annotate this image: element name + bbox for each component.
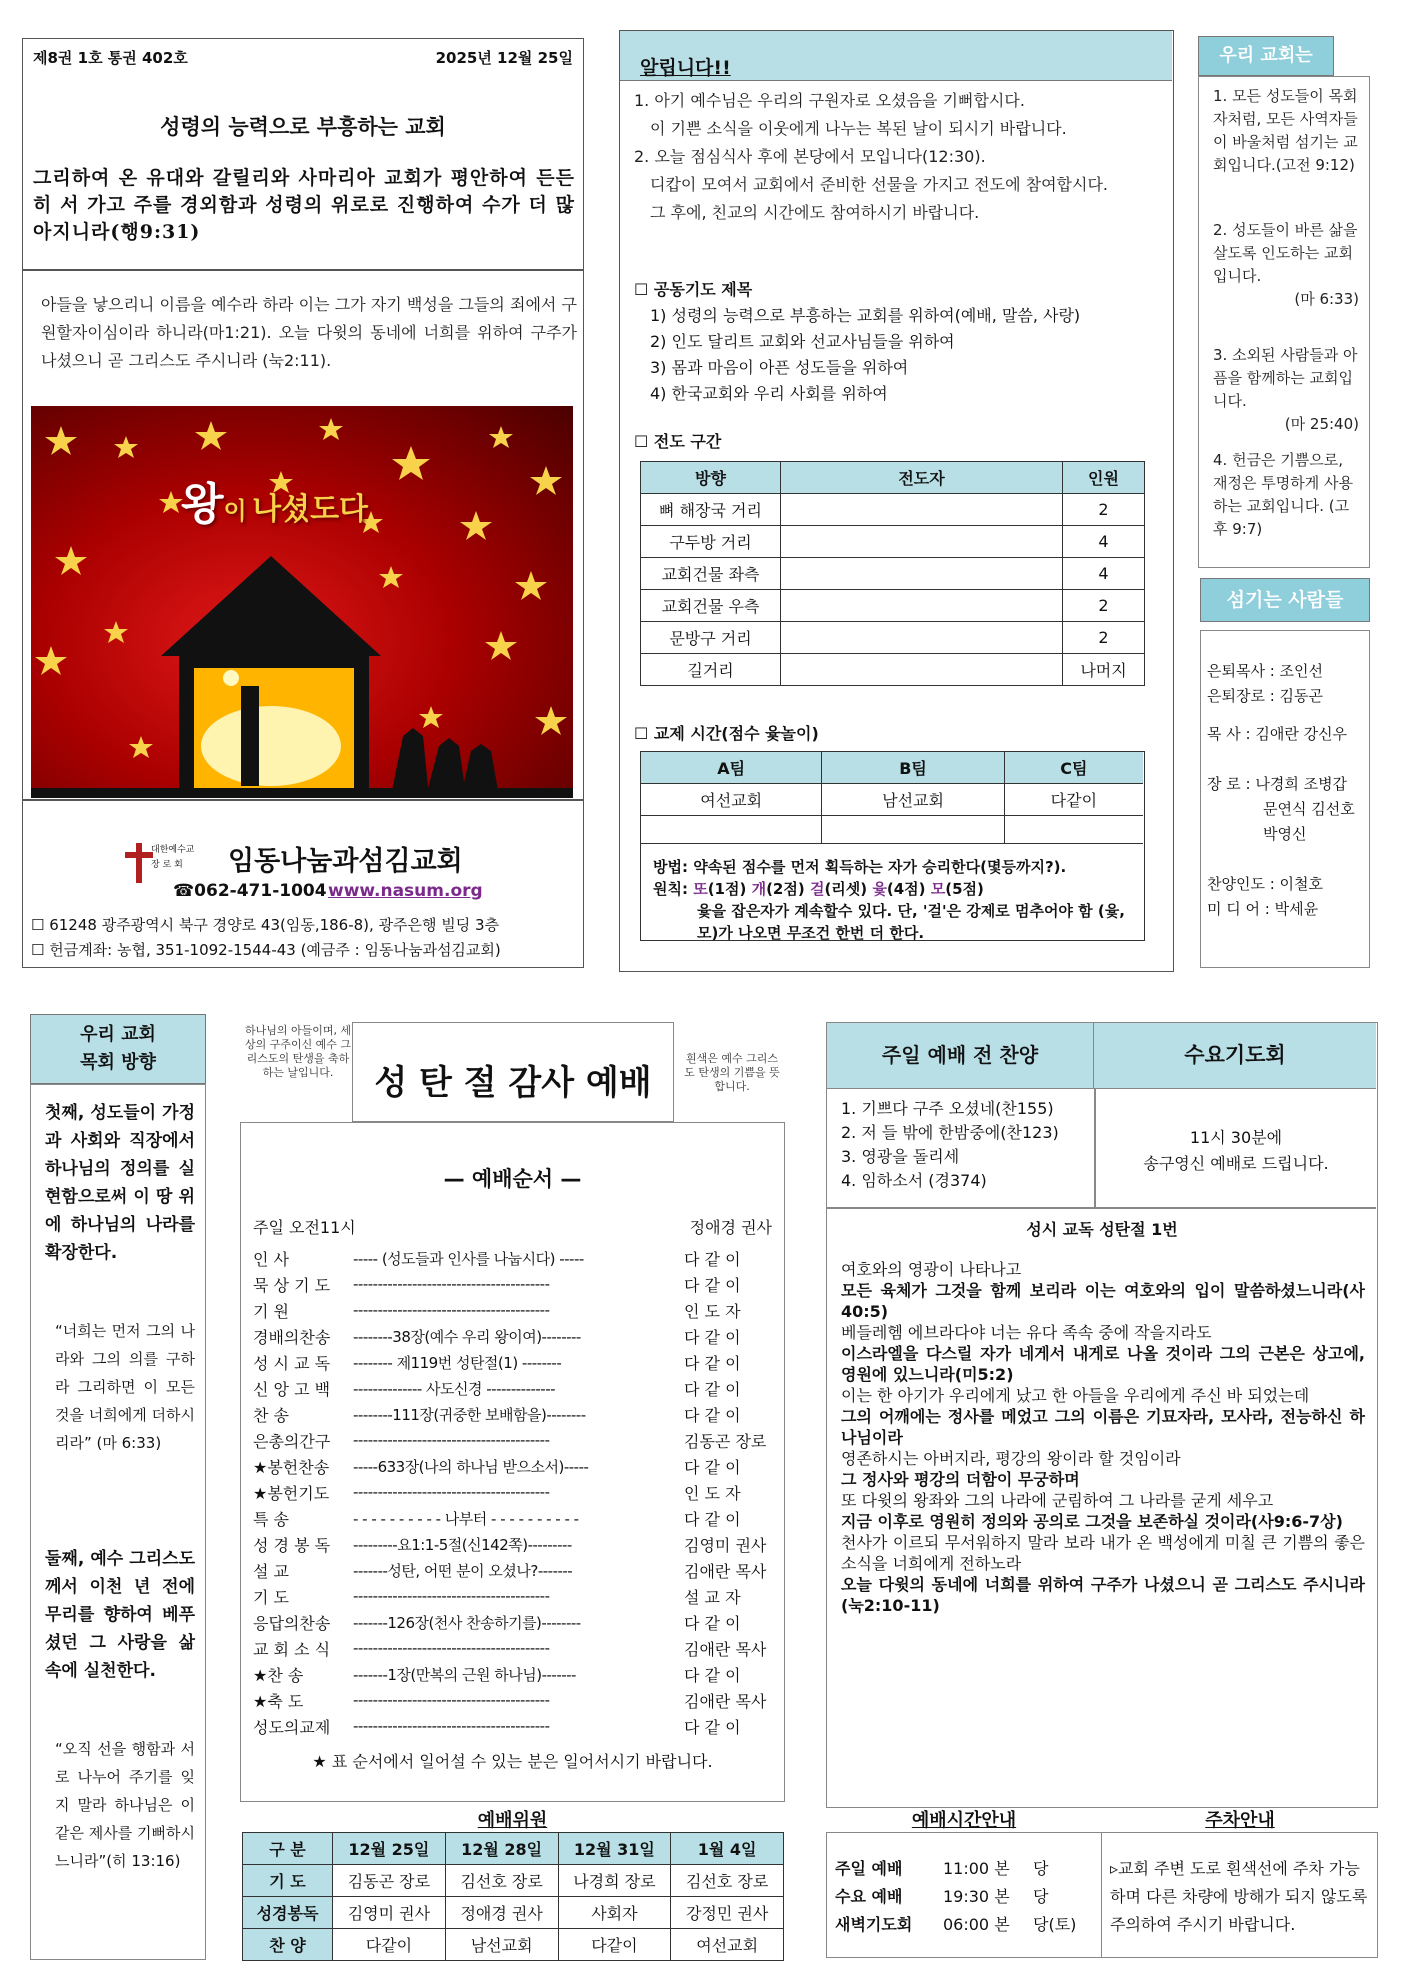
parking-box xyxy=(1102,1832,1378,1958)
table-row: 성경봉독 김영미 권사 정애경 권사 사회자 강정민 권사 xyxy=(243,1897,784,1929)
order-row: ★봉헌기도 ---------------------------------------- 인 도 자 xyxy=(253,1483,741,1503)
praise-wed-box xyxy=(826,1022,1378,1808)
service-row: 수요 예배 19:30 본 당 xyxy=(835,1887,1049,1906)
order-row: 묵 상 기 도 ---------------------------------------- 다 같 이 xyxy=(253,1275,741,1295)
worship-time: 주일 오전11시 xyxy=(253,1218,356,1237)
evangelism-header: 인원 xyxy=(1063,462,1145,494)
church-address: ☐ 61248 광주광역시 북구 경양로 43(임동,186-8), 광주은행 빌딩 3층 xyxy=(31,916,500,934)
church-name: 임동나눔과섬김교회 xyxy=(228,846,463,877)
image-title-big: 왕 xyxy=(181,479,224,530)
direction-header xyxy=(30,1014,206,1084)
servant-line: 은퇴목사 : 조인선 xyxy=(1207,662,1324,680)
committee-table xyxy=(242,1832,784,1961)
prayer-item-1: 1) 성령의 능력으로 부흥하는 교회를 위하여(예배, 말씀, 사랑) xyxy=(650,306,1081,325)
direction-first: 첫째, 성도들이 가정과 사회와 직장에서 하나님의 정의를 실현함으로써 이 땅 위에 하나님의 나라를 확장한다. xyxy=(45,1103,195,1263)
table-cell: 구두방 거리 xyxy=(641,526,781,558)
service-row: 새벽기도회 06:00 본 당(토) xyxy=(835,1915,1077,1934)
church-value-2: 2. 성도들이 바른 삶을 살도록 인도하는 교회입니다. xyxy=(1213,221,1358,285)
reading-line: 그의 어깨에는 정사를 메었고 그의 이름은 기묘자라, 모사라, 전능하신 하나님이라 xyxy=(841,1407,1365,1447)
reading-line: 영존하시는 아버지라, 평강의 왕이라 할 것임이라 xyxy=(841,1449,1181,1468)
direction-subtitle: 목회 방향 xyxy=(80,1052,156,1073)
order-row: 기 도 ---------------------------------------- 설 교 자 xyxy=(253,1587,741,1607)
table-row xyxy=(641,654,1145,686)
image-title-small: 이 xyxy=(223,496,247,525)
christmas-box xyxy=(22,270,584,800)
notice-header xyxy=(620,31,1172,81)
worship-side-right: 흰색은 예수 그리스도 탄생의 기쁨을 뜻합니다. xyxy=(684,1052,780,1093)
table-cell: 4 xyxy=(1063,558,1145,590)
prayer-item-2: 2) 인도 달리트 교회와 선교사님들을 위하여 xyxy=(650,332,955,351)
table-cell xyxy=(781,526,1063,558)
worship-title: 성 탄 절 감사 예배 xyxy=(374,1063,652,1103)
our-church-title: 우리 교회는 xyxy=(1219,45,1313,66)
notice-title: 알립니다!! xyxy=(640,57,731,79)
table-cell: 교회건물 좌측 xyxy=(641,558,781,590)
team-a: A팀 xyxy=(641,752,822,784)
christmas-verse: 아들을 낳으리니 이름을 예수라 하라 이는 그가 자기 백성을 그들의 죄에서 구원할자이심이라 하니라(마1:21). 오늘 다윗의 동네에 너희를 위하여 구주가 나셨으니 곧 그리스도 주시니라 (눅2:11). xyxy=(41,295,577,370)
order-row: 신 앙 고 백 -------------- 사도신경 -------------- 다 같 이 xyxy=(253,1379,741,1399)
servant-line: 박영신 xyxy=(1263,825,1307,843)
fellowship-title: ☐ 교제 시간(점수 윷놀이) xyxy=(634,724,819,743)
table-cell: 2 xyxy=(1063,494,1145,526)
praise-item-1: 1. 기쁘다 구주 오셨네(찬155) xyxy=(841,1099,1054,1118)
issue-number: 제8권 1호 통권 402호 xyxy=(33,49,188,67)
rule-principle: 원칙: 또(1점) 개(2점) 걸(리셋) 윷(4점) 모(5점) xyxy=(653,880,984,898)
table-cell: 2 xyxy=(1063,622,1145,654)
reading-line: 천사가 이르되 무서워하지 말라 보라 내가 온 백성에게 미칠 큰 기쁨의 좋은 소식을 너희에게 전하노라 xyxy=(841,1533,1365,1573)
order-row: ★찬 송 -------1장(만복의 근원 하나님)------- 다 같 이 xyxy=(253,1665,741,1685)
theme-verse: 그리하여 온 유대와 갈릴리와 사마리아 교회가 평안하여 든든히 서 가고 주를 경외함과 성령의 위로로 진행하여 수가 더 많아지니라(행9:31) xyxy=(33,167,575,243)
service-times-box xyxy=(826,1832,1102,1958)
group-c: 다같이 xyxy=(1004,784,1143,816)
wednesday-line-1: 11시 30분에 xyxy=(1189,1128,1283,1147)
reading-line: 이스라엘을 다스릴 자가 네게서 내게로 나올 것이라 그의 근본은 상고에, 영원에 있느니라(미5:2) xyxy=(841,1344,1365,1384)
table-row xyxy=(641,590,1145,622)
order-row: 성 시 교 독 -------- 제119번 성탄절(1) -------- 다 같 이 xyxy=(253,1353,741,1373)
evangelism-title: ☐ 전도 구간 xyxy=(634,432,722,451)
table-cell: 교회건물 우측 xyxy=(641,590,781,622)
order-row: 설 교 -------성탄, 어떤 분이 오셨나?------- 김애란 목사 xyxy=(253,1561,767,1581)
church-value-1: 1. 모든 성도들이 목회자처럼, 모든 사역자들이 바울처럼 섬기는 교회입니다.(고전 9:12) xyxy=(1213,87,1358,174)
wednesday-line-2: 송구영신 예배로 드립니다. xyxy=(1143,1154,1329,1173)
notice-line-2: 이 기쁜 소식을 이웃에게 나누는 복된 날이 되시기 바랍니다. xyxy=(650,119,1067,138)
order-title: — 예배순서 — xyxy=(443,1167,582,1191)
direction-title: 우리 교회 xyxy=(80,1024,156,1045)
nativity-illustration xyxy=(31,406,573,798)
table-row xyxy=(641,558,1145,590)
table-cell xyxy=(781,494,1063,526)
order-row: ★축 도 ---------------------------------------- 김애란 목사 xyxy=(253,1691,767,1711)
table-cell xyxy=(781,590,1063,622)
church-value-3-ref: (마 25:40) xyxy=(1284,415,1359,433)
table-cell xyxy=(781,622,1063,654)
church-value-3: 3. 소외된 사람들과 아픔을 함께하는 교회입니다. xyxy=(1213,346,1358,410)
committee-header: 1월 4일 xyxy=(671,1833,784,1865)
worship-title-box xyxy=(352,1022,674,1122)
table-cell xyxy=(781,654,1063,686)
reading-line: 그 정사와 평강의 더함이 무궁하며 xyxy=(841,1470,1080,1489)
table-row xyxy=(641,622,1145,654)
team-c: C팀 xyxy=(1004,752,1143,784)
praise-title: 주일 예배 전 찬양 xyxy=(881,1043,1039,1067)
order-row: 은총의간구 ---------------------------------------- 김동곤 장로 xyxy=(253,1431,767,1451)
group-b: 남선교회 xyxy=(822,784,1004,816)
order-row: 인 사 ----- (성도들과 인사를 나눕시다) ----- 다 같 이 xyxy=(253,1249,741,1269)
parking-text: ▹교회 주변 도로 흰색선에 주차 가능하며 다른 차량에 방해가 되지 않도록 주의하여 주시기 바랍니다. xyxy=(1110,1859,1368,1934)
image-title-rest: 나셨도다 xyxy=(252,492,369,527)
parking-title: 주차안내 xyxy=(1205,1810,1275,1831)
rule-method: 방법: 약속된 점수를 먼저 획득하는 자가 승리한다(몇등까지?). xyxy=(653,858,1067,876)
church-value-2-ref: (마 6:33) xyxy=(1294,290,1359,308)
evangelism-header: 전도자 xyxy=(781,462,1063,494)
order-row: 교 회 소 식 ---------------------------------------- 김애란 목사 xyxy=(253,1639,767,1659)
church-info-box xyxy=(22,800,584,968)
team-b: B팀 xyxy=(822,752,1004,784)
denomination-top: 대한예수교 xyxy=(151,845,195,855)
worship-leader: 정애경 권사 xyxy=(689,1218,772,1237)
table-cell: 길거리 xyxy=(641,654,781,686)
table-row: 찬 양 다같이 남선교회 다같이 여선교회 xyxy=(243,1929,784,1961)
wednesday-header xyxy=(1094,1023,1376,1089)
order-row: 성도의교제 ---------------------------------------- 다 같 이 xyxy=(253,1717,741,1737)
notice-box xyxy=(619,30,1174,972)
direction-box xyxy=(30,1084,206,1960)
table-cell: 나머지 xyxy=(1063,654,1145,686)
denomination-bottom: 장 로 회 xyxy=(151,860,183,870)
committee-header: 구 분 xyxy=(243,1833,333,1865)
servants-title: 섬기는 사람들 xyxy=(1226,589,1344,611)
reading-line: 또 다윗의 왕좌와 그의 나라에 군림하여 그 나라를 굳게 세우고 xyxy=(841,1491,1274,1510)
evangelism-header: 방향 xyxy=(641,462,781,494)
reading-line: 지금 이후로 영원히 정의와 공의로 그것을 보존하실 것이라(사9:6-7상) xyxy=(841,1512,1343,1531)
fellowship-table xyxy=(641,752,1143,844)
standing-note: ★ 표 순서에서 일어설 수 있는 분은 일어서시기 바랍니다. xyxy=(312,1752,713,1771)
direction-second: 둘째, 예수 그리스도께서 이천 년 전에 무리를 향하여 베푸셨던 그 사랑을 삶 속에 실천한다. xyxy=(45,1549,195,1681)
servant-line: 미 디 어 : 박세윤 xyxy=(1207,900,1319,918)
reading-title: 성시 교독 성탄절 1번 xyxy=(1026,1220,1178,1239)
servant-line: 장 로 : 나경희 조병갑 xyxy=(1207,775,1348,793)
reading-line: 이는 한 아기가 우리에게 났고 한 아들을 우리에게 주신 바 되었는데 xyxy=(841,1386,1310,1405)
committee-header: 12월 25일 xyxy=(333,1833,446,1865)
servant-line: 목 사 : 김애란 강신우 xyxy=(1207,725,1348,743)
notice-line-4: 디캅이 모여서 교회에서 준비한 선물을 가지고 전도에 참여합시다. xyxy=(650,175,1109,194)
reading-line: 오늘 다윗의 동네에 너희를 위하여 구주가 나셨으니 곧 그리스도 주시니라(눅2:10-11) xyxy=(841,1575,1365,1615)
direction-second-quote: “오직 선을 행함과 서로 나누어 주기를 잊지 말라 하나님은 이 같은 제사를 기뻐하시느니라”(히 13:16) xyxy=(55,1740,195,1870)
prayer-item-3: 3) 몸과 마음이 아픈 성도들을 위하여 xyxy=(650,358,909,377)
order-row: 특 송 - - - - - - - - - - 나부터 - - - - - - - - - - 다 같 이 xyxy=(253,1509,741,1529)
table-cell: 2 xyxy=(1063,590,1145,622)
servant-line: 찬양인도 : 이철호 xyxy=(1207,875,1324,893)
order-row: 기 원 ---------------------------------------- 인 도 자 xyxy=(253,1301,741,1321)
worship-order-box xyxy=(240,1122,785,1802)
praise-item-3: 3. 영광을 돌리세 xyxy=(841,1147,960,1166)
table-cell xyxy=(781,558,1063,590)
church-website[interactable]: www.nasum.org xyxy=(328,881,483,901)
table-cell: 뼈 해장국 거리 xyxy=(641,494,781,526)
prayer-title: ☐ 공동기도 제목 xyxy=(634,280,753,299)
church-phone: ☎062-471-1004 xyxy=(173,881,327,901)
table-cell: 문방구 거리 xyxy=(641,622,781,654)
order-row: 경배의찬송 --------38장(예수 우리 왕이여)-------- 다 같 이 xyxy=(253,1327,741,1347)
christmas-image xyxy=(31,406,573,798)
committee-header: 12월 28일 xyxy=(445,1833,558,1865)
order-row: 성 경 봉 독 ---------요1:1-5절(신142쪽)--------- 김영미 권사 xyxy=(253,1535,767,1555)
evangelism-table xyxy=(640,461,1145,686)
rule-continue: 윷을 잡은자가 계속할수 있다. 단, '걸'은 강제로 멈추어야 함 (윷, 모)가 나오면 무조건 한번 더 한다. xyxy=(697,902,1125,942)
notice-line-5: 그 후에, 친교의 시간에도 참여하시기 바랍니다. xyxy=(650,203,980,222)
reading-line: 여호와의 영광이 나타나고 xyxy=(841,1260,1022,1279)
notice-line-1: 1. 아기 예수님은 우리의 구원자로 오셨음을 기뻐합시다. xyxy=(634,91,1025,110)
table-row: 기 도 김동곤 장로 김선호 장로 나경희 장로 김선호 장로 xyxy=(243,1865,784,1897)
worship-side-left: 하나님의 아들이며, 세상의 구주이신 예수 그리스도의 탄생을 축하하는 날입니다. xyxy=(244,1024,352,1079)
order-row: 찬 송 --------111장(귀중한 보배함을)-------- 다 같 이 xyxy=(253,1405,741,1425)
committee-title: 예배위원 xyxy=(477,1810,548,1831)
notice-line-3: 2. 오늘 점심식사 후에 본당에서 모입니다(12:30). xyxy=(634,147,986,166)
prayer-item-4: 4) 한국교회와 우리 사회를 위하여 xyxy=(650,384,888,403)
servant-line: 은퇴장로 : 김동곤 xyxy=(1207,687,1324,705)
our-church-box xyxy=(1198,76,1370,568)
group-a: 여선교회 xyxy=(641,784,822,816)
fellowship-box xyxy=(640,751,1145,941)
church-account: ☐ 헌금계좌: 농협, 351-1092-1544-43 (예금주 : 임동나눔과섬김교회) xyxy=(31,941,501,959)
order-row: 응답의찬송 -------126장(천사 찬송하기를)-------- 다 같 이 xyxy=(253,1613,741,1633)
issue-date: 2025년 12월 25일 xyxy=(435,49,573,67)
table-cell: 4 xyxy=(1063,526,1145,558)
table-row xyxy=(641,494,1145,526)
theme-title: 성령의 능력으로 부흥하는 교회 xyxy=(160,114,446,139)
service-times-title: 예배시간안내 xyxy=(911,1810,1017,1831)
praise-item-4: 4. 임하소서 (경374) xyxy=(841,1171,987,1190)
church-value-4: 4. 헌금은 기쁨으로, 재정은 투명하게 사용하는 교회입니다. (고후 9:7) xyxy=(1213,451,1353,538)
reading-line: 모든 육체가 그것을 함께 보리라 이는 여호와의 입이 말씀하셨느니라(사40:5) xyxy=(841,1281,1365,1321)
table-row xyxy=(641,526,1145,558)
direction-first-quote: “너희는 먼저 그의 나라와 그의 의를 구하라 그리하면 이 모든 것을 너희에게 더하시리라” (마 6:33) xyxy=(55,1322,195,1452)
praise-item-2: 2. 저 들 밖에 한밤중에(찬123) xyxy=(841,1123,1059,1142)
order-row: ★봉헌찬송 -----633장(나의 하나님 받으소서)----- 다 같 이 xyxy=(253,1457,741,1477)
theme-box xyxy=(22,38,584,270)
servant-line: 문연식 김선호 xyxy=(1263,800,1355,818)
our-church-header xyxy=(1198,36,1334,76)
service-row: 주일 예배 11:00 본 당 xyxy=(835,1859,1049,1878)
servants-header xyxy=(1200,578,1370,622)
servants-box xyxy=(1200,630,1370,968)
reading-line: 베들레헴 에브라다야 너는 유다 족속 중에 작을지라도 xyxy=(841,1323,1212,1342)
wednesday-title: 수요기도회 xyxy=(1184,1043,1286,1067)
committee-header: 12월 31일 xyxy=(558,1833,671,1865)
praise-header xyxy=(827,1023,1094,1089)
